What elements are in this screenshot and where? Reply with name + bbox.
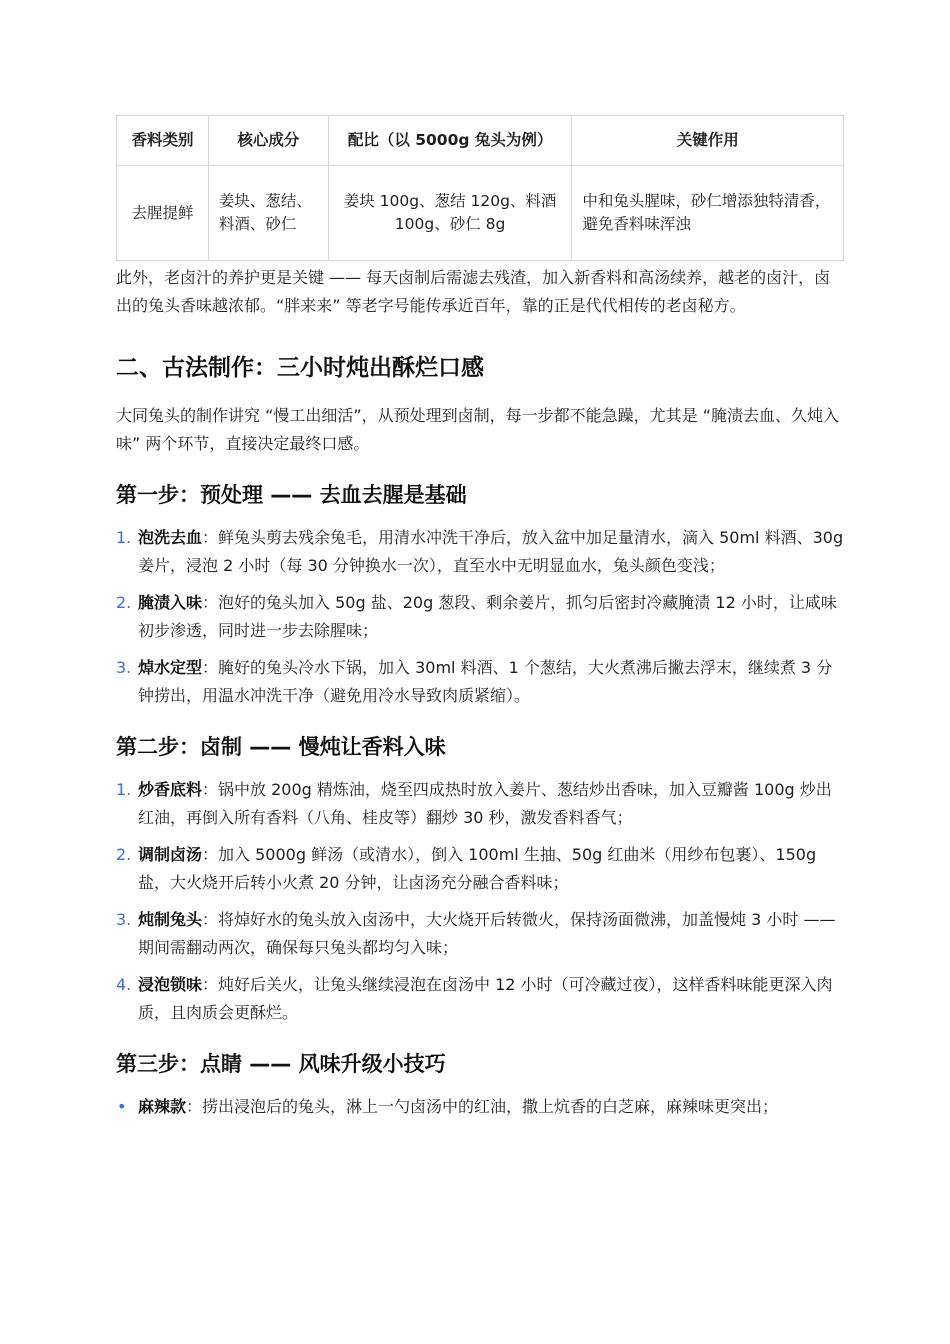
list-item bbox=[116, 971, 844, 1027]
table-cell: 去腥提鲜 bbox=[117, 166, 209, 261]
list-item bbox=[116, 589, 844, 645]
list-item-text: ：锅中放 200g 精炼油，烧至四成热时放入姜片、葱结炒出香味，加入豆瓣酱 100g 炒出红油，再倒入所有香料（八角、桂皮等）翻炒 30 秒，激发香料香气； bbox=[138, 780, 832, 827]
list-item bbox=[116, 776, 844, 832]
table-header-cell: 配比（以 5000g 兔头为例） bbox=[328, 116, 572, 166]
spice-table bbox=[116, 115, 844, 261]
table-row bbox=[117, 166, 844, 261]
table-cell: 姜块 100g、葱结 120g、料酒 100g、砂仁 8g bbox=[328, 166, 572, 261]
step2-list bbox=[116, 776, 844, 1027]
list-item-keyword: 麻辣款 bbox=[138, 1097, 187, 1116]
list-number: 1. bbox=[116, 780, 132, 799]
list-item-text: ：炖好后关火，让兔头继续浸泡在卤汤中 12 小时（可冷藏过夜），这样香料味能更深入肉质，且肉质会更酥烂。 bbox=[138, 975, 833, 1022]
list-number: 2. bbox=[116, 593, 132, 612]
list-item-keyword: 泡洗去血 bbox=[138, 528, 203, 547]
list-item bbox=[116, 841, 844, 897]
list-number: 1. bbox=[116, 528, 132, 547]
table-cell: 姜块、葱结、料酒、砂仁 bbox=[208, 166, 328, 261]
list-item-keyword: 腌渍入味 bbox=[138, 593, 203, 612]
list-number: 3. bbox=[116, 658, 132, 677]
list-item-text: ：加入 5000g 鲜汤（或清水），倒入 100ml 生抽、50g 红曲米（用纱布包裹）、150g 盐，大火烧开后转小火煮 20 分钟，让卤汤充分融合香料味； bbox=[138, 845, 817, 892]
list-item bbox=[116, 906, 844, 962]
table-header-cell: 香料类别 bbox=[117, 116, 209, 166]
list-item-text: ：鲜兔头剪去残余兔毛，用清水冲洗干净后，放入盆中加足量清水，滴入 50ml 料酒、30g 姜片，浸泡 2 小时（每 30 分钟换水一次），直至水中无明显血水，兔头颜色变浅； bbox=[138, 528, 844, 575]
list-item-keyword: 调制卤汤 bbox=[138, 845, 203, 864]
list-item-keyword: 炒香底料 bbox=[138, 780, 203, 799]
list-item-text: ：将焯好水的兔头放入卤汤中，大火烧开后转微火，保持汤面微沸，加盖慢炖 3 小时 —— 期间需翻动两次，确保每只兔头都均匀入味； bbox=[138, 910, 836, 957]
step1-heading: 第一步：预处理 —— 去血去腥是基础 bbox=[116, 483, 467, 507]
list-item-text: ：腌好的兔头冷水下锅，加入 30ml 料酒、1 个葱结，大火煮沸后撇去浮末，继续煮 3 分钟捞出，用温水冲洗干净（避免用冷水导致肉质紧缩）。 bbox=[138, 658, 833, 705]
bullet-icon: • bbox=[117, 1097, 127, 1116]
list-number: 2. bbox=[116, 845, 132, 864]
list-number: 4. bbox=[116, 975, 132, 994]
list-item bbox=[116, 654, 844, 710]
list-number: 3. bbox=[116, 910, 132, 929]
step1-list bbox=[116, 524, 844, 710]
table-header-cell: 关键作用 bbox=[572, 116, 844, 166]
list-item-keyword: 炖制兔头 bbox=[138, 910, 203, 929]
table-header-cell: 核心成分 bbox=[208, 116, 328, 166]
document-page bbox=[116, 115, 844, 1130]
step3-list bbox=[116, 1093, 844, 1121]
step2-heading: 第二步：卤制 —— 慢炖让香料入味 bbox=[116, 735, 446, 759]
section-intro: 大同兔头的制作讲究 “慢工出细活”，从预处理到卤制，每一步都不能急躁，尤其是 “腌渍去血、久炖入味” 两个环节，直接决定最终口感。 bbox=[116, 406, 840, 453]
list-item bbox=[116, 1093, 844, 1121]
step3-heading: 第三步：点睛 —— 风味升级小技巧 bbox=[116, 1052, 446, 1076]
table-cell: 中和兔头腥味，砂仁增添独特清香，避免香料味浑浊 bbox=[572, 166, 844, 261]
list-item-keyword: 浸泡锁味 bbox=[138, 975, 203, 994]
list-item-text: ：泡好的兔头加入 50g 盐、20g 葱段、剩余姜片，抓匀后密封冷藏腌渍 12 小时，让咸味初步渗透，同时进一步去除腥味； bbox=[138, 593, 837, 640]
paragraph-lao-lu: 此外，老卤汁的养护更是关键 —— 每天卤制后需滤去残渣，加入新香料和高汤续养，越老的卤汁，卤出的兔头香味越浓郁。“胖来来” 等老字号能传承近百年，靠的正是代代相传的老卤秘方。 bbox=[116, 268, 831, 315]
list-item bbox=[116, 524, 844, 580]
list-item-keyword: 焯水定型 bbox=[138, 658, 203, 677]
table-header-row bbox=[117, 116, 844, 166]
section-heading: 二、古法制作：三小时炖出酥烂口感 bbox=[116, 355, 484, 381]
list-item-text: ：捞出浸泡后的兔头，淋上一勺卤汤中的红油，撒上炕香的白芝麻，麻辣味更突出； bbox=[186, 1097, 779, 1116]
